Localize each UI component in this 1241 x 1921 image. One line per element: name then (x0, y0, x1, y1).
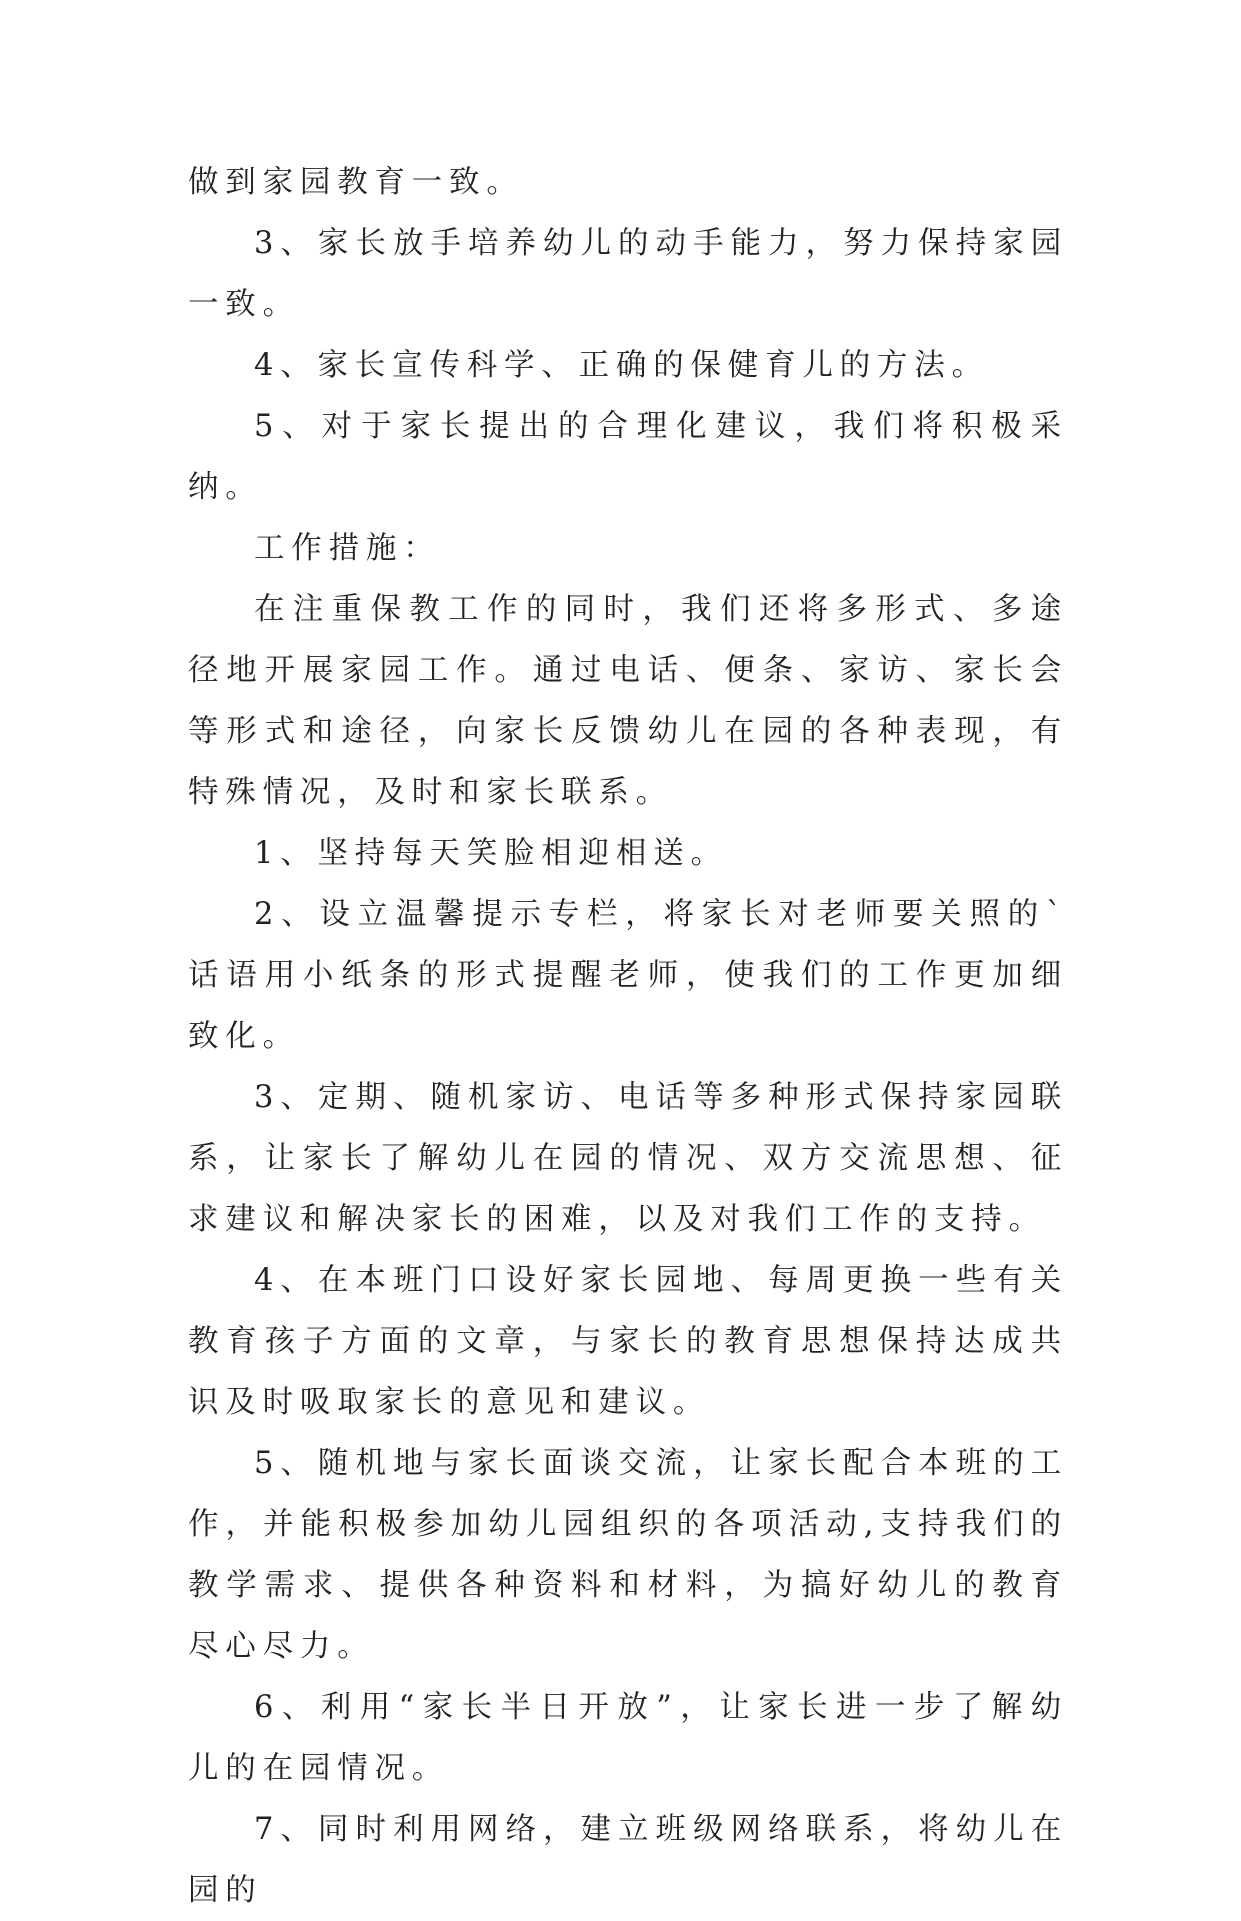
paragraph: 4、家长宣传科学、正确的保健育儿的方法。 (254, 348, 989, 383)
document-body (188, 152, 1068, 1921)
paragraph: 5、随机地与家长面谈交流，让家长配合本班的工作，并能积极参加幼儿园组织的各项活动,支持我们的教学需求、提供各种资料和材料，为搞好幼儿的教育尽心尽力。 (188, 1446, 1068, 1664)
paragraph: 3、家长放手培养幼儿的动手能力，努力保持家园一致。 (188, 226, 1068, 322)
paragraph: 3、定期、随机家访、电话等多种形式保持家园联系，让家长了解幼儿在园的情况、双方交流思想、征求建议和解决家长的困难，以及对我们工作的支持。 (188, 1080, 1068, 1237)
paragraph: 在注重保教工作的同时，我们还将多形式、多途径地开展家园工作。通过电话、便条、家访、家长会等形式和途径，向家长反馈幼儿在园的各种表现，有特殊情况，及时和家长联系。 (188, 592, 1068, 810)
paragraph: 7、同时利用网络，建立班级网络联系，将幼儿在园的 (188, 1812, 1068, 1908)
paragraph: 4、在本班门口设好家长园地、每周更换一些有关教育孩子方面的文章，与家长的教育思想保持达成共识及时吸取家长的意见和建议。 (188, 1263, 1068, 1420)
paragraph: 5、对于家长提出的合理化建议，我们将积极采纳。 (188, 409, 1068, 505)
paragraph: 6、利用“家长半日开放”，让家长进一步了解幼儿的在园情况。 (188, 1690, 1068, 1786)
section-heading: 工作措施： (254, 531, 441, 566)
paragraph: 做到家园教育一致。 (188, 165, 524, 200)
paragraph: 1、坚持每天笑脸相迎相送。 (254, 836, 728, 871)
paragraph: 2、设立温馨提示专栏，将家长对老师要关照的`话语用小纸条的形式提醒老师，使我们的工作更加细致化。 (188, 897, 1068, 1054)
